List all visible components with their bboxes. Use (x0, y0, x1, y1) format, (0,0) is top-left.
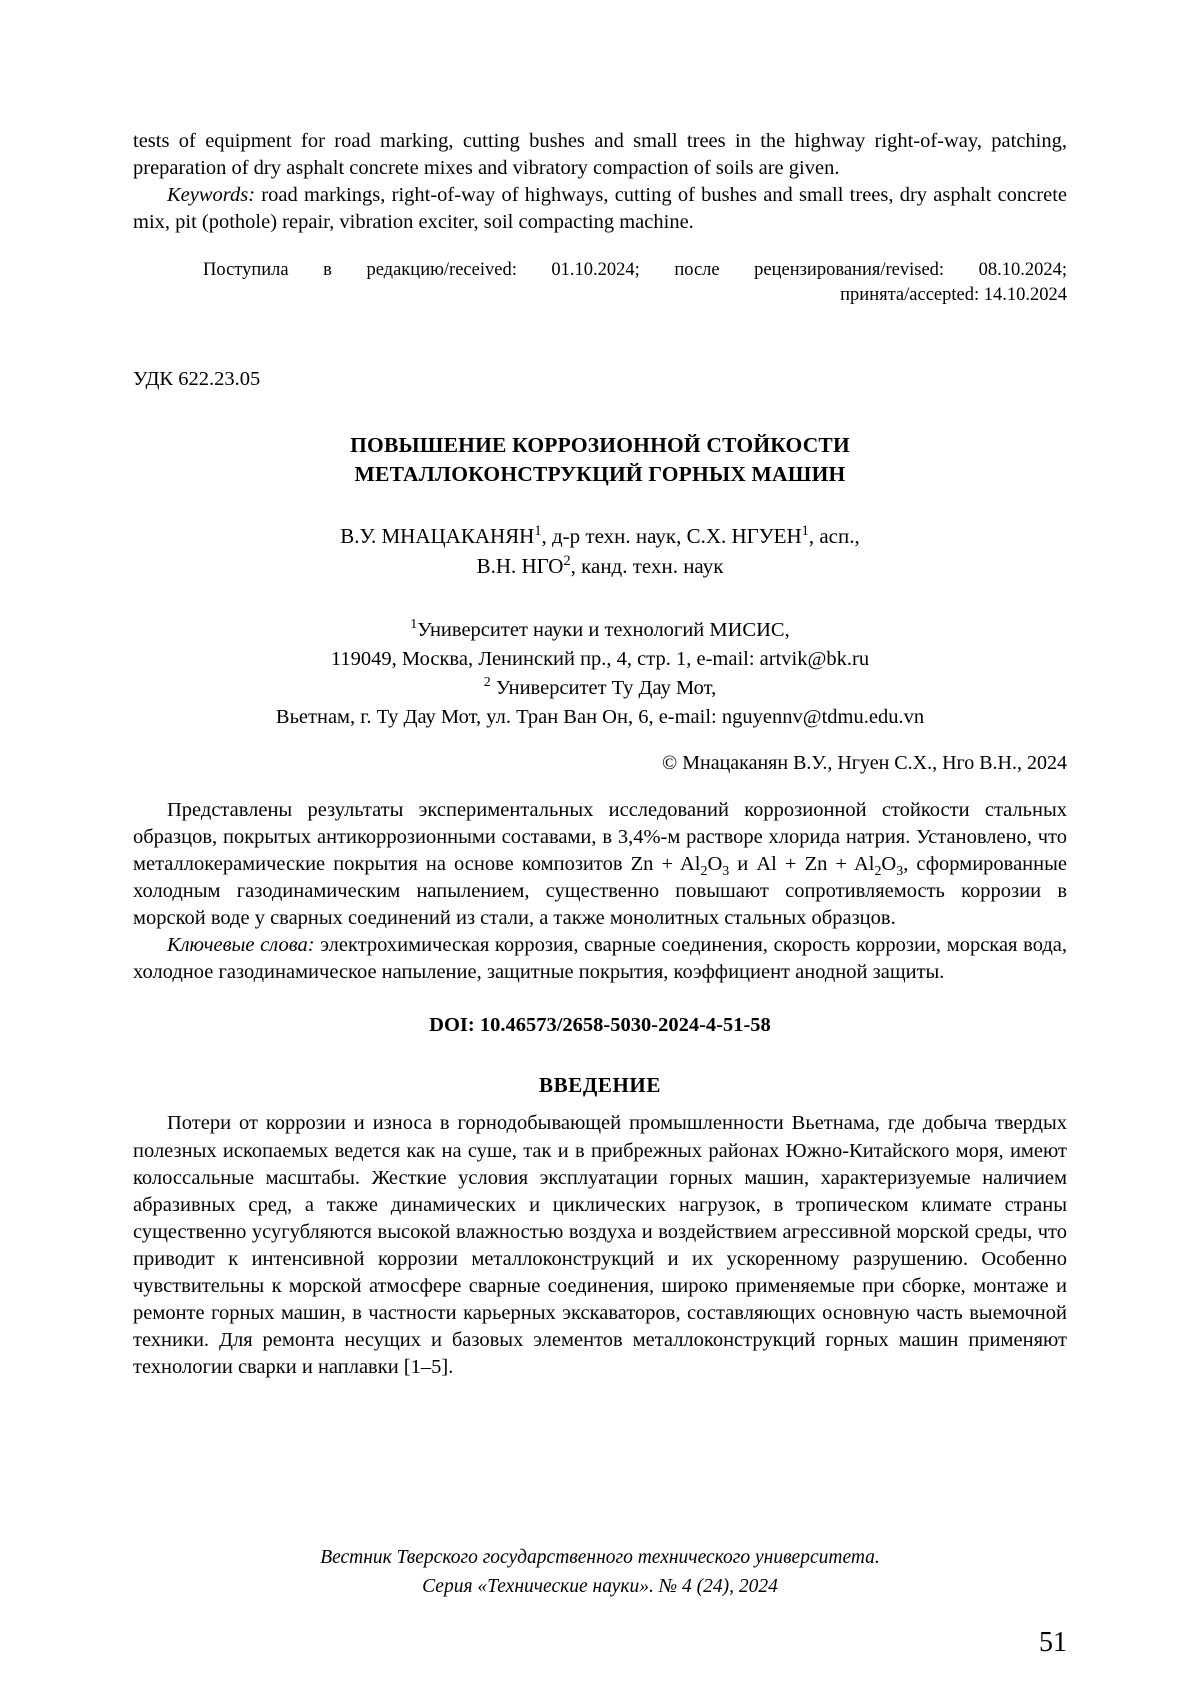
abstract-ru (133, 797, 1067, 932)
keywords-ru (133, 932, 1067, 986)
abstract-ru-sub-1: 2 (700, 864, 708, 880)
abstract-en-text: tests of equipment for road marking, cutting bushes and small trees in the highway right-of-way, patching, preparation of dry asphalt concrete mixes and vibratory compaction of soils are given. (133, 130, 1067, 180)
affiliation-2-marker: 2 (483, 675, 491, 691)
abstract-ru-sub-2: 3 (722, 864, 730, 880)
author-2-degree: , асп., (808, 524, 860, 549)
article-title-line-1: ПОВЫШЕНИЕ КОРРОЗИОННОЙ СТОЙКОСТИ (350, 432, 850, 457)
abstract-ru-part-2: O (707, 853, 723, 876)
author-3-degree: , канд. техн. наук (570, 553, 724, 578)
abstract-ru-part-4: O (881, 853, 897, 876)
page-number: 51 (1039, 1627, 1067, 1658)
author-3-affil-marker: 2 (563, 552, 571, 569)
abstract-ru-part-3: и Al + Zn + Al (729, 853, 875, 876)
affiliation-2-name: Университет Ту Дау Мот, (490, 676, 717, 699)
author-1-affil-marker: 1 (534, 523, 542, 540)
keywords-en (133, 182, 1067, 236)
keywords-en-text: road markings, right-of-way of highways, cutting of bushes and small trees, dry asphalt concrete mix, pit (pothole) repair, vibration exciter, soil compacting machine. (133, 184, 1067, 234)
introduction-paragraph: Потери от коррозии и износа в горнодобывающей промышленности Вьетнама, где добыча твердых полезных ископаемых ведется как на суше, так и в прибрежных районах Южно-Китайского моря, имеют колоссальные масштабы. Жесткие условия эксплуатации горных машин, характеризуемые наличием абразивных сред, а также динамических и циклических нагрузок, в тропическом климате страны существенно усугубляются высокой влажностью воздуха и воздействием агрессивной морской среды, что приводит к интенсивной коррозии металлоконструкций и их ускоренному разрушению. Особенно чувствительны к морской атмосфере сварные соединения, широко применяемые при сборке, монтаже и ремонте горных машин, в частности карьерных экскаваторов, составляющих основную часть выемочной техники. Для ремонта несущих и базовых элементов металлоконструкций горных машин применяют технологии сварки и наплавки [1–5]. (133, 1112, 1067, 1378)
abstract-ru-sub-4: 3 (896, 864, 904, 880)
keywords-ru-label: Ключевые слова: (167, 934, 315, 957)
affiliation-2-line-1 (133, 674, 1067, 703)
affiliation-1-line-1 (133, 616, 1067, 645)
abstract-ru-part-1: Представлены результаты экспериментальных исследований коррозионной стойкости стальных образцов, покрытых антикоррозионными составами, в 3,4%-м растворе хлорида натрия. Установлено, что металлокерамические покрытия на основе композитов Zn + Al (133, 799, 1067, 876)
received-line: Поступила в редакцию/received: 01.10.2024; после рецензирования/revised: 08.10.2024; (203, 260, 1067, 281)
article-title-line-2: МЕТАЛЛОКОНСТРУКЦИЙ ГОРНЫХ МАШИН (354, 462, 846, 487)
doi-line[interactable]: DOI: 10.46573/2658-5030-2024-4-51-58 (429, 1014, 771, 1037)
keywords-en-label: Keywords: (167, 184, 256, 207)
affiliation-2-line-2: Вьетнам, г. Ту Дау Мот, ул. Тран Ван Он, 6, e-mail: nguyennv@tdmu.edu.vn (275, 706, 925, 729)
copyright-line: © Мнацаканян В.У., Нгуен С.Х., Нго В.Н., 2024 (662, 752, 1067, 775)
author-list (133, 522, 1067, 582)
submission-dates (133, 258, 1067, 308)
author-line-2 (133, 552, 1067, 582)
udk-code: УДК 622.23.05 (133, 367, 261, 390)
journal-name: Вестник Тверского государственного технического университета. (320, 1547, 880, 1569)
affiliations (133, 616, 1067, 732)
author-1-degree: , д-р техн. наук, С.Х. НГУЕН (541, 524, 802, 549)
keywords-ru-text: электрохимическая коррозия, сварные соединения, скорость коррозии, морская вода, холодное газодинамическое напыление, защитные покрытия, коэффициент анодной защиты. (133, 934, 1068, 984)
article-title (133, 431, 1067, 490)
accepted-line: принята/accepted: 14.10.2024 (840, 284, 1067, 305)
author-2-affil-marker: 1 (801, 523, 809, 540)
affiliation-1-marker: 1 (410, 616, 418, 632)
author-1-name: В.У. МНАЦАКАНЯН (340, 524, 535, 549)
affiliation-1-name: Университет науки и технологий МИСИС, (417, 618, 790, 641)
abstract-ru-sub-3: 2 (874, 864, 882, 880)
page-footer (133, 1544, 1067, 1601)
journal-series: Серия «Технические науки». № 4 (24), 2024 (422, 1575, 778, 1597)
author-line-1 (133, 522, 1067, 552)
abstract-ru-part-5: , сформированные холодным газодинамическим напылением, существенно повышают сопротивляемость коррозии в морской воде у сварных соединений из стали, а также монолитных стальных образцов. (133, 853, 1067, 930)
author-3-name: В.Н. НГО (476, 553, 564, 578)
affiliation-1-line-2: 119049, Москва, Ленинский пр., 4, стр. 1, e-mail: artvik@bk.ru (330, 647, 870, 670)
section-heading-introduction: ВВЕДЕНИЕ (539, 1073, 661, 1098)
